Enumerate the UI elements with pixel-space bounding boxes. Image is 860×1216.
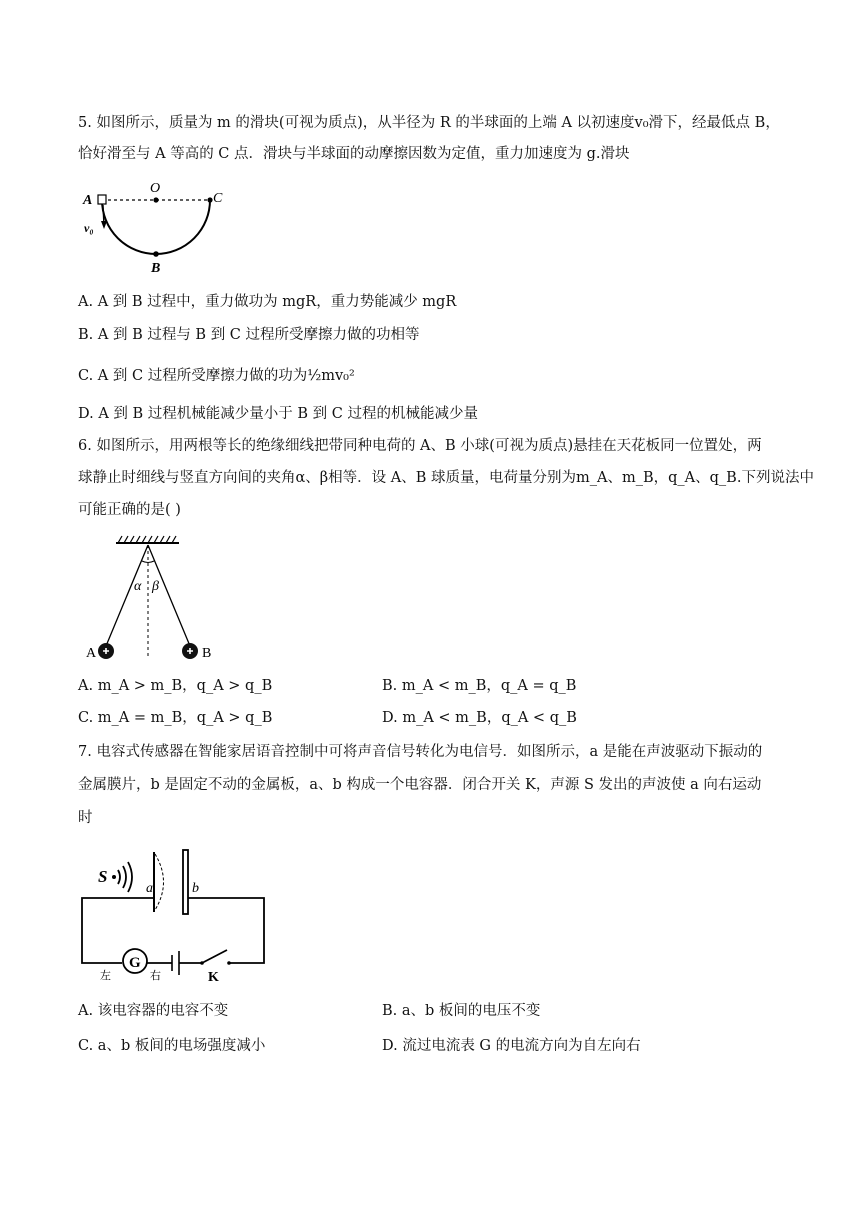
q7-option-a: A. 该电容器的电容不变 (78, 1003, 229, 1019)
q6-stem-line-2: 球静止时细线与竖直方向间的夹角α、β相等．设 A、B 球质量，电荷量分别为m_A、m_B，q_A、q_B.下列说法中 (78, 470, 814, 486)
q6-figure-pendulums (82, 534, 222, 662)
label-beta: β (152, 579, 159, 594)
label-S: S (98, 867, 108, 886)
q6-option-c: C. m_A = m_B，q_A > q_B (78, 710, 273, 726)
q6-stem-line-1: 6. 如图所示，用两根等长的绝缘细线把带同种电荷的 A、B 小球(可视为质点)悬挂在天花板同一位置处，两 (78, 438, 762, 454)
q5-figure-hemisphere (78, 180, 238, 280)
q7-option-c: C. a、b 板间的电场强度减小 (78, 1038, 266, 1054)
label-alpha: α (134, 579, 142, 594)
label-b: b (192, 881, 199, 896)
label-left: 左 (100, 970, 111, 982)
label-K: K (208, 970, 219, 982)
q6-option-d: D. m_A < m_B，q_A < q_B (382, 710, 577, 726)
label-B: B (151, 261, 161, 276)
q7-option-b: B. a、b 板间的电压不变 (382, 1003, 541, 1019)
q5-stem-line-2: 恰好滑至与 A 等高的 C 点．滑块与半球面的动摩擦因数为定值，重力加速度为 g.滑块 (78, 146, 630, 162)
q5-option-c: C. A 到 C 过程所受摩擦力做的功为½mv₀² (78, 368, 355, 384)
label-C: C (213, 191, 223, 206)
label-O: O (150, 181, 161, 196)
label-A: A (83, 193, 93, 208)
q7-stem-line-2: 金属膜片，b 是固定不动的金属板，a、b 构成一个电容器．闭合开关 K，声源 S 发出的声波使 a 向右运动 (78, 777, 762, 793)
q5-option-d: D. A 到 B 过程机械能减少量小于 B 到 C 过程的机械能减少量 (78, 406, 478, 422)
q7-stem-line-3: 时 (78, 810, 93, 826)
label-right: 右 (150, 970, 161, 982)
label-a: a (146, 881, 153, 896)
q7-option-d: D. 流过电流表 G 的电流方向为自左向右 (382, 1038, 641, 1054)
q7-figure-capacitor-circuit (78, 842, 273, 982)
label-A: A (86, 646, 97, 661)
q5-option-b: B. A 到 B 过程与 B 到 C 过程所受摩擦力做的功相等 (78, 327, 420, 343)
q5-stem-line-1: 5. 如图所示，质量为 m 的滑块(可视为质点)，从半径为 R 的半球面的上端 A 以初速度v₀滑下，经最低点 B， (78, 115, 780, 131)
label-B: B (202, 646, 212, 661)
q6-option-a: A. m_A > m_B，q_A > q_B (78, 678, 273, 694)
label-v0: v₀ (84, 221, 94, 235)
switch-K (202, 950, 227, 963)
slider-block (98, 195, 106, 204)
plate-b (183, 850, 188, 914)
q6-stem-line-3: 可能正确的是( ) (78, 502, 181, 518)
ceiling-hatch (118, 536, 176, 543)
q6-option-b: B. m_A < m_B，q_A = q_B (382, 678, 577, 694)
q5-option-a: A. A 到 B 过程中，重力做功为 mgR，重力势能减少 mgR (78, 294, 457, 310)
q7-stem-line-1: 7. 电容式传感器在智能家居语音控制中可将声音信号转化为电信号．如图所示，a 是能在声波驱动下振动的 (78, 744, 763, 760)
label-G: G (129, 955, 141, 971)
